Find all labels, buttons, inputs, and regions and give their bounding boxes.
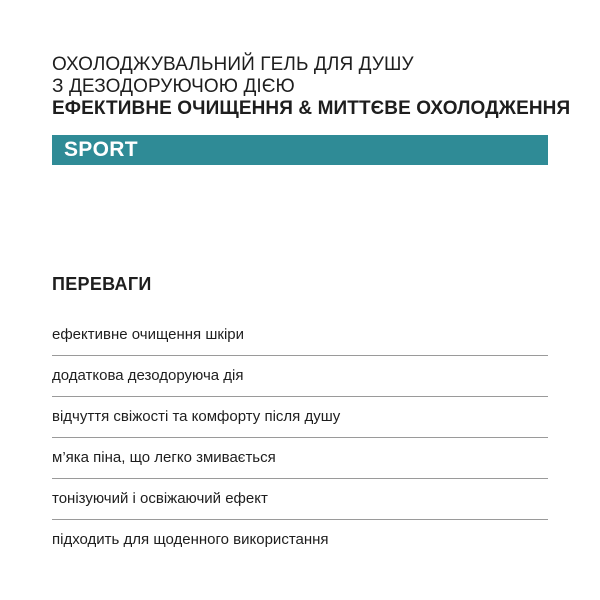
- product-title-line-2: З ДЕЗОДОРУЮЧОЮ ДІЄЮ: [52, 76, 295, 97]
- benefit-item: м’яка піна, що легко змивається: [52, 438, 548, 479]
- benefit-item: відчуття свіжості та комфорту після душу: [52, 397, 548, 438]
- benefit-item: підходить для щоденного використання: [52, 531, 329, 548]
- benefit-item: додаткова дезодоруюча дія: [52, 356, 548, 397]
- benefit-item: ефективне очищення шкіри: [52, 315, 548, 356]
- benefits-title: ПЕРЕВАГИ: [52, 274, 152, 294]
- sport-banner: [52, 135, 548, 165]
- sport-label: SPORT: [64, 138, 138, 161]
- product-tagline: ЕФЕКТИВНЕ ОЧИЩЕННЯ & МИТТЄВЕ ОХОЛОДЖЕННЯ: [52, 98, 571, 119]
- benefits-list: [52, 315, 548, 561]
- product-title-line-1: ОХОЛОДЖУВАЛЬНИЙ ГЕЛЬ ДЛЯ ДУШУ: [52, 54, 414, 75]
- benefit-item: тонізуючий і освіжаючий ефект: [52, 479, 548, 520]
- product-header: [52, 54, 571, 120]
